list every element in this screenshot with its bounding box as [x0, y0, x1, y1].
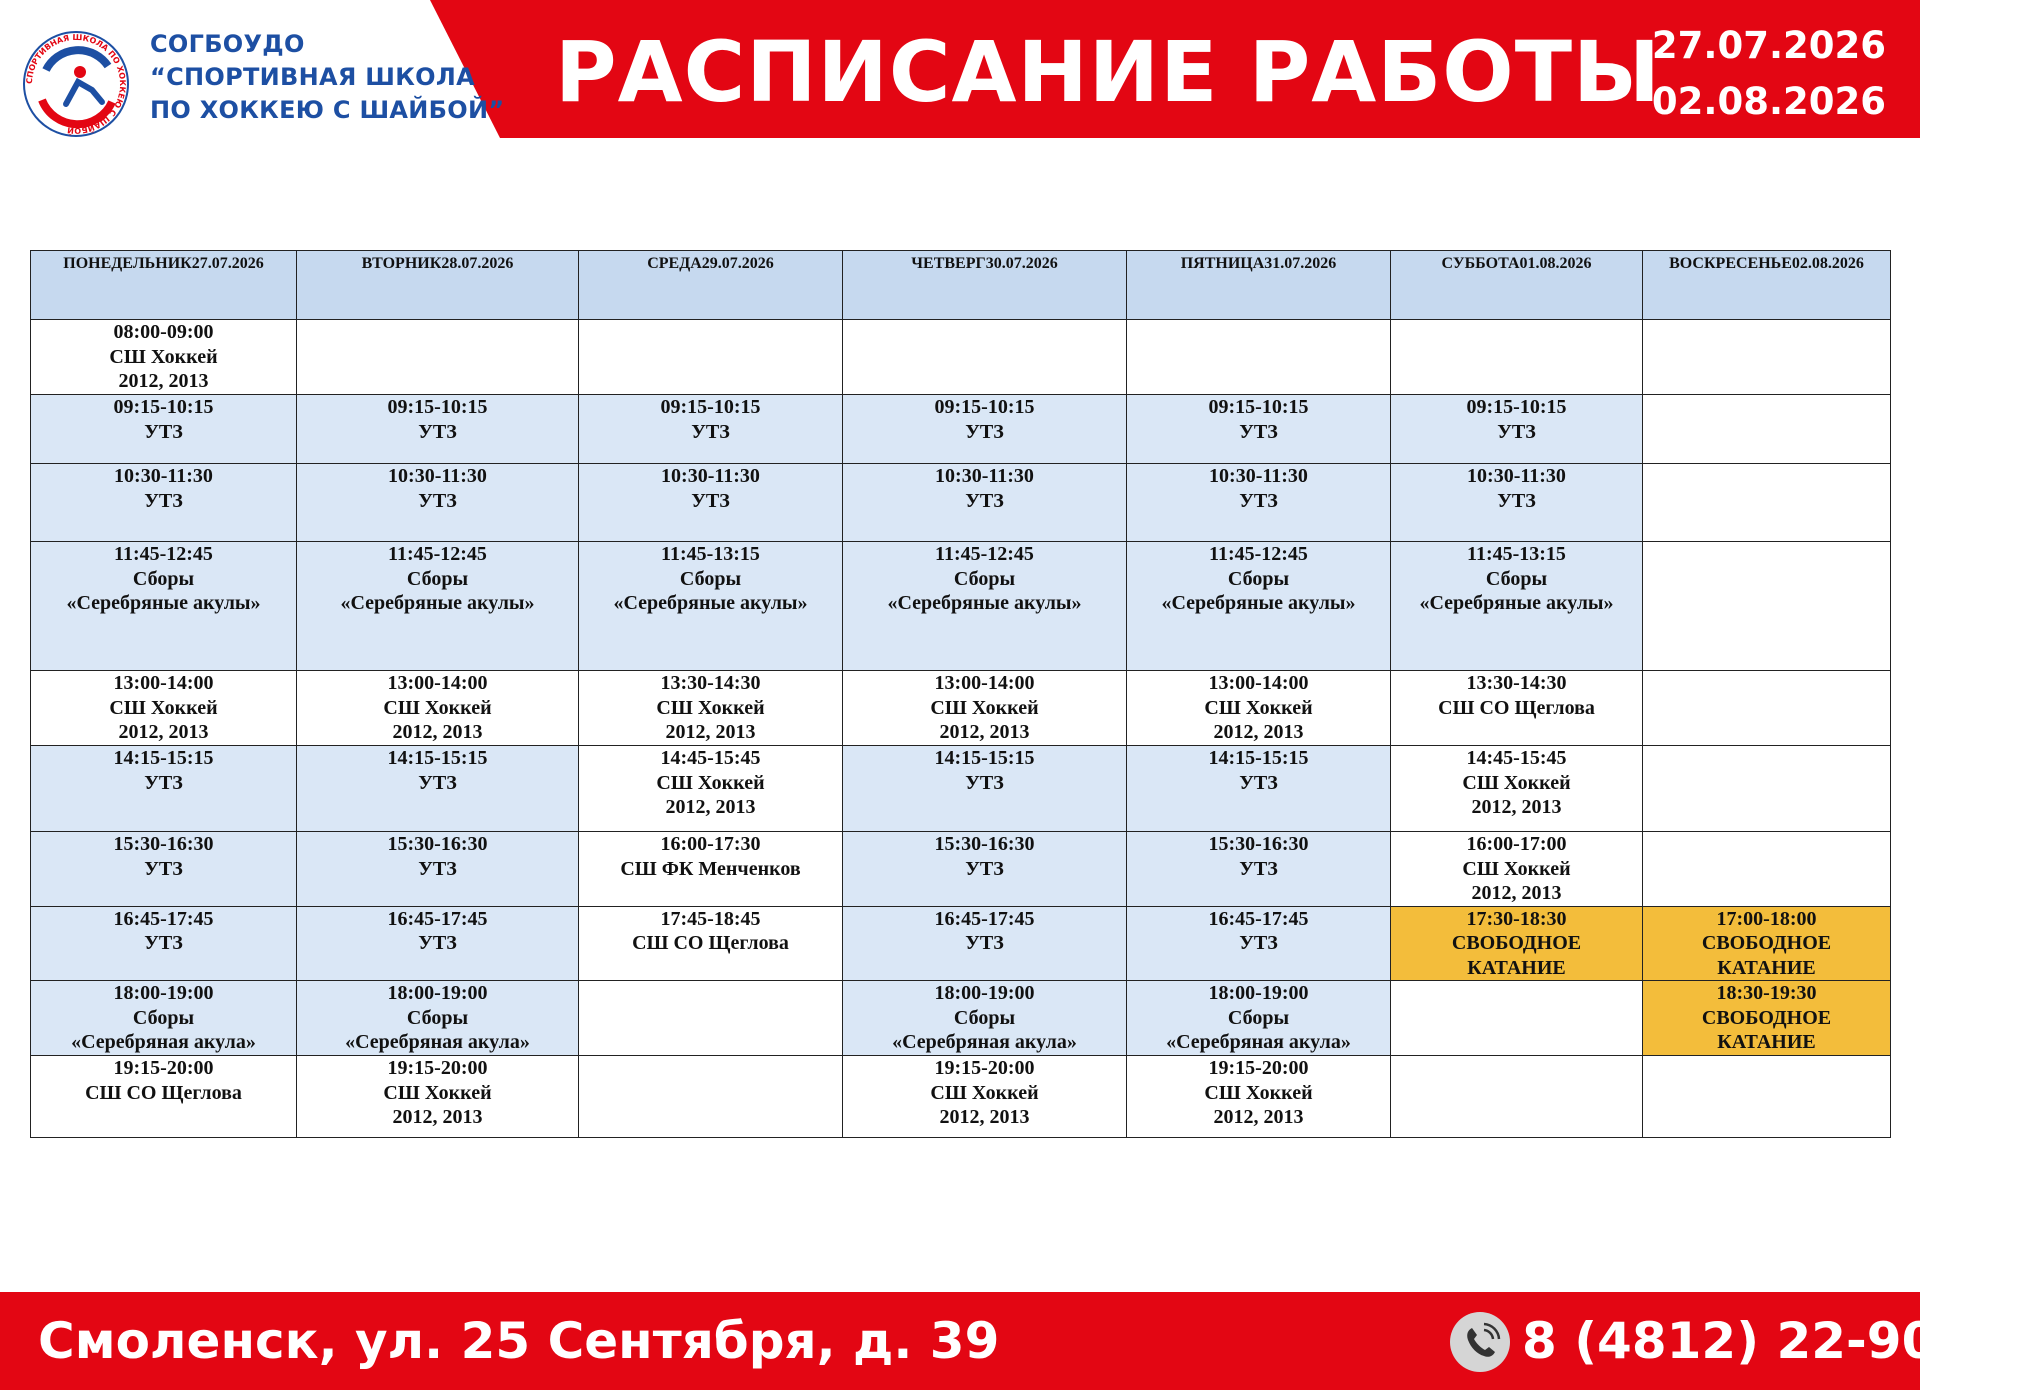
- schedule-cell: [1391, 395, 1643, 464]
- session-info: Сборы: [406, 567, 469, 590]
- schedule-cell: [843, 832, 1127, 907]
- session-info: УТЗ: [418, 932, 457, 954]
- session-time: 15:30-16:30: [387, 833, 488, 855]
- day-header: [579, 251, 843, 320]
- session-info: 2012, 2013: [665, 796, 756, 818]
- session-info: СШ Хоккей: [656, 771, 765, 794]
- day-date: 29.07.2026: [701, 255, 774, 272]
- session-time: 10:30-11:30: [388, 465, 487, 487]
- schedule-cell: [31, 1056, 297, 1138]
- session-time: 18:00-19:00: [387, 982, 488, 1004]
- schedule-cell: [579, 832, 843, 907]
- schedule-cell: [1127, 981, 1391, 1056]
- date-from: 27.07.2026: [1651, 24, 1886, 67]
- session-info: УТЗ: [418, 857, 457, 880]
- session-info: «Серебряная акула»: [71, 1031, 256, 1053]
- empty-cell: [579, 981, 843, 1056]
- schedule-cell: [1127, 671, 1391, 746]
- session-info: УТЗ: [144, 420, 183, 443]
- session-time: 15:30-16:30: [113, 833, 214, 855]
- session-time: 11:45-13:15: [1467, 543, 1566, 565]
- schedule-cell: [297, 395, 579, 464]
- session-info: СВОБОДНОЕ: [1701, 932, 1832, 954]
- session-time: 16:00-17:00: [1466, 833, 1567, 855]
- session-info: УТЗ: [1239, 857, 1278, 880]
- table-row: [31, 906, 1891, 981]
- schedule-cell: [31, 832, 297, 907]
- session-info: Сборы: [132, 1006, 195, 1029]
- date-to: 02.08.2026: [1651, 80, 1886, 123]
- empty-cell: [1127, 320, 1391, 395]
- session-info: 2012, 2013: [118, 721, 209, 743]
- schedule-cell: [1643, 981, 1891, 1056]
- table-row: [31, 1056, 1891, 1138]
- session-info: «Серебряная акула»: [1166, 1031, 1351, 1053]
- session-time: 18:30-19:30: [1716, 982, 1817, 1004]
- schedule-cell: [1391, 832, 1643, 907]
- day-name: ПОНЕДЕЛЬНИК: [63, 255, 192, 272]
- day-name: СРЕДА: [647, 255, 702, 272]
- session-info: 2012, 2013: [392, 721, 483, 743]
- empty-cell: [579, 1056, 843, 1138]
- schedule-cell: [31, 906, 297, 981]
- session-info: Сборы: [1227, 567, 1290, 590]
- session-info: «Серебряная акула»: [345, 1031, 530, 1053]
- session-time: 15:30-16:30: [934, 833, 1035, 855]
- phone-number[interactable]: 8 (4812) 22-90-83: [1522, 1312, 2027, 1370]
- session-info: СШ СО Щеглова: [85, 1081, 242, 1104]
- session-info: УТЗ: [1239, 932, 1278, 954]
- schedule-cell: [579, 464, 843, 542]
- session-info: СШ ФК Менченков: [620, 857, 801, 880]
- empty-cell: [579, 320, 843, 395]
- session-info: «Серебряные акулы»: [1161, 592, 1356, 614]
- session-info: СВОБОДНОЕ: [1701, 1006, 1832, 1029]
- schedule-cell: [1127, 746, 1391, 832]
- empty-cell: [1391, 1056, 1643, 1138]
- schedule-cell: [1127, 395, 1391, 464]
- session-info: УТЗ: [1497, 420, 1536, 443]
- schedule-cell: [31, 395, 297, 464]
- session-info: Сборы: [953, 1006, 1016, 1029]
- session-info: 2012, 2013: [1471, 796, 1562, 818]
- session-info: УТЗ: [965, 420, 1004, 443]
- empty-cell: [1391, 981, 1643, 1056]
- session-info: КАТАНИЕ: [1717, 1031, 1816, 1053]
- session-info: КАТАНИЕ: [1467, 956, 1566, 979]
- day-name: ПЯТНИЦА: [1180, 255, 1265, 272]
- schedule-cell: [1643, 906, 1891, 981]
- schedule-cell: [297, 906, 579, 981]
- session-info: УТЗ: [965, 857, 1004, 880]
- session-info: СВОБОДНОЕ: [1451, 932, 1582, 954]
- schedule-cell: [843, 395, 1127, 464]
- session-info: 2012, 2013: [665, 721, 756, 743]
- empty-cell: [1643, 1056, 1891, 1138]
- session-info: СШ Хоккей: [1204, 696, 1313, 719]
- empty-cell: [1643, 320, 1891, 395]
- session-info: СШ Хоккей: [109, 696, 218, 719]
- day-date: 27.07.2026: [191, 255, 264, 272]
- session-info: «Серебряные акулы»: [613, 592, 808, 614]
- organization-name: [150, 28, 504, 127]
- day-name: ВТОРНИК: [361, 255, 442, 272]
- session-info: УТЗ: [1239, 489, 1278, 512]
- table-row: [31, 320, 1891, 395]
- session-info: 2012, 2013: [118, 370, 209, 392]
- session-info: КАТАНИЕ: [1717, 956, 1816, 979]
- session-time: 17:00-18:00: [1716, 907, 1817, 930]
- schedule-cell: [31, 464, 297, 542]
- day-date: 02.08.2026: [1791, 255, 1864, 272]
- day-date: 31.07.2026: [1264, 255, 1337, 272]
- page-title: РАСПИСАНИЕ РАБОТЫ: [555, 23, 1662, 121]
- session-time: 19:15-20:00: [1208, 1057, 1309, 1079]
- session-time: 14:15-15:15: [113, 747, 214, 769]
- school-logo: [22, 30, 130, 138]
- schedule-cell: [297, 464, 579, 542]
- session-info: УТЗ: [965, 932, 1004, 954]
- session-info: УТЗ: [418, 420, 457, 443]
- session-info: Сборы: [132, 567, 195, 590]
- session-info: СШ Хоккей: [383, 1081, 492, 1104]
- session-info: 2012, 2013: [939, 1106, 1030, 1128]
- schedule-cell: [843, 906, 1127, 981]
- session-time: 09:15-10:15: [660, 396, 761, 418]
- day-name: ЧЕТВЕРГ: [911, 255, 986, 272]
- schedule-cell: [297, 1056, 579, 1138]
- schedule-cell: [579, 542, 843, 671]
- session-info: УТЗ: [418, 489, 457, 512]
- schedule-table: [30, 250, 1891, 1138]
- session-time: 10:30-11:30: [935, 465, 1034, 487]
- table-row: [31, 395, 1891, 464]
- session-info: СШ Хоккей: [930, 696, 1039, 719]
- schedule-cell: [297, 832, 579, 907]
- schedule-cell: [1127, 1056, 1391, 1138]
- empty-cell: [1643, 832, 1891, 907]
- session-time: 14:15-15:15: [1208, 747, 1309, 769]
- session-info: УТЗ: [1239, 420, 1278, 443]
- session-time: 19:15-20:00: [934, 1057, 1035, 1079]
- header-row: [31, 251, 1891, 320]
- session-time: 16:45-17:45: [113, 907, 214, 930]
- session-info: Сборы: [679, 567, 742, 590]
- day-header: [297, 251, 579, 320]
- schedule-cell: [579, 671, 843, 746]
- schedule-cell: [843, 746, 1127, 832]
- session-time: 14:45-15:45: [1466, 747, 1567, 769]
- session-time: 13:00-14:00: [1208, 672, 1309, 694]
- empty-cell: [1643, 395, 1891, 464]
- schedule-cell: [297, 542, 579, 671]
- session-time: 10:30-11:30: [114, 465, 213, 487]
- day-header: [31, 251, 297, 320]
- session-info: УТЗ: [144, 932, 183, 954]
- session-time: 08:00-09:00: [113, 321, 214, 343]
- schedule-cell: [31, 542, 297, 671]
- table-row: [31, 832, 1891, 907]
- session-info: Сборы: [406, 1006, 469, 1029]
- schedule-cell: [1391, 671, 1643, 746]
- session-time: 16:45-17:45: [1208, 907, 1309, 930]
- empty-cell: [843, 320, 1127, 395]
- table-row: [31, 981, 1891, 1056]
- schedule-cell: [31, 320, 297, 395]
- session-time: 14:15-15:15: [934, 747, 1035, 769]
- empty-cell: [1643, 671, 1891, 746]
- schedule-cell: [1391, 542, 1643, 671]
- session-time: 17:45-18:45: [660, 907, 761, 930]
- session-time: 14:15-15:15: [387, 747, 488, 769]
- period-dates: [1652, 18, 1886, 130]
- day-name: СУББОТА: [1441, 255, 1520, 272]
- session-info: УТЗ: [965, 489, 1004, 512]
- session-time: 15:30-16:30: [1208, 833, 1309, 855]
- schedule-cell: [579, 906, 843, 981]
- session-time: 11:45-12:45: [1209, 543, 1308, 565]
- session-time: 16:00-17:30: [660, 833, 761, 855]
- session-time: 09:15-10:15: [1208, 396, 1309, 418]
- session-info: 2012, 2013: [1213, 721, 1304, 743]
- schedule-cell: [31, 746, 297, 832]
- day-date: 28.07.2026: [441, 255, 514, 272]
- table-row: [31, 746, 1891, 832]
- session-info: СШ Хоккей: [1204, 1081, 1313, 1104]
- session-time: 14:45-15:45: [660, 747, 761, 769]
- session-info: СШ Хоккей: [930, 1081, 1039, 1104]
- session-time: 13:30-14:30: [660, 672, 761, 694]
- session-time: 09:15-10:15: [934, 396, 1035, 418]
- org-line: ПО ХОККЕЮ С ШАЙБОЙ”: [150, 96, 505, 124]
- session-time: 13:00-14:00: [934, 672, 1035, 694]
- empty-cell: [1643, 542, 1891, 671]
- header: [0, 0, 1920, 140]
- session-time: 18:00-19:00: [934, 982, 1035, 1004]
- session-info: 2012, 2013: [1471, 882, 1562, 904]
- empty-cell: [1643, 746, 1891, 832]
- session-info: УТЗ: [691, 489, 730, 512]
- session-time: 19:15-20:00: [113, 1057, 214, 1079]
- session-time: 10:30-11:30: [1467, 465, 1566, 487]
- phone-icon[interactable]: [1450, 1312, 1510, 1372]
- session-time: 18:00-19:00: [1208, 982, 1309, 1004]
- session-info: «Серебряные акулы»: [66, 592, 261, 614]
- session-time: 13:00-14:00: [387, 672, 488, 694]
- session-info: СШ Хоккей: [1462, 771, 1571, 794]
- day-header: [1391, 251, 1643, 320]
- session-time: 13:00-14:00: [113, 672, 214, 694]
- session-info: Сборы: [1485, 567, 1548, 590]
- schedule-cell: [843, 464, 1127, 542]
- session-time: 19:15-20:00: [387, 1057, 488, 1079]
- schedule-cell: [843, 542, 1127, 671]
- day-date: 01.08.2026: [1519, 255, 1592, 272]
- table-row: [31, 671, 1891, 746]
- schedule-cell: [843, 1056, 1127, 1138]
- session-info: 2012, 2013: [392, 1106, 483, 1128]
- session-info: Сборы: [1227, 1006, 1290, 1029]
- session-time: 11:45-12:45: [388, 543, 487, 565]
- session-time: 18:00-19:00: [113, 982, 214, 1004]
- day-name: ВОСКРЕСЕНЬЕ: [1669, 255, 1792, 272]
- session-info: «Серебряные акулы»: [887, 592, 1082, 614]
- empty-cell: [297, 320, 579, 395]
- session-info: «Серебряные акулы»: [340, 592, 535, 614]
- session-info: УТЗ: [144, 771, 183, 794]
- session-info: 2012, 2013: [1213, 1106, 1304, 1128]
- logo-ring-text: СПОРТИВНАЯ ШКОЛА ПО ХОККЕЮ С ШАЙБОЙ: [24, 32, 128, 136]
- schedule-cell: [1127, 906, 1391, 981]
- session-time: 10:30-11:30: [1209, 465, 1308, 487]
- session-info: «Серебряная акула»: [892, 1031, 1077, 1053]
- schedule-cell: [1127, 464, 1391, 542]
- schedule-cell: [1127, 832, 1391, 907]
- schedule-cell: [297, 671, 579, 746]
- session-time: 11:45-13:15: [661, 543, 760, 565]
- session-time: 16:45-17:45: [387, 907, 488, 930]
- session-info: УТЗ: [691, 420, 730, 443]
- schedule-cell: [1391, 906, 1643, 981]
- schedule-cell: [297, 981, 579, 1056]
- session-info: УТЗ: [1497, 489, 1536, 512]
- session-info: «Серебряные акулы»: [1419, 592, 1614, 614]
- session-time: 17:30-18:30: [1466, 907, 1567, 930]
- schedule-cell: [31, 981, 297, 1056]
- schedule-cell: [1391, 746, 1643, 832]
- session-time: 11:45-12:45: [935, 543, 1034, 565]
- table-row: [31, 542, 1891, 671]
- session-info: 2012, 2013: [939, 721, 1030, 743]
- footer: [0, 1292, 2027, 1390]
- session-time: 16:45-17:45: [934, 907, 1035, 930]
- session-time: 11:45-12:45: [114, 543, 213, 565]
- session-info: УТЗ: [965, 771, 1004, 794]
- session-info: СШ Хоккей: [656, 696, 765, 719]
- schedule-cell: [843, 671, 1127, 746]
- session-time: 13:30-14:30: [1466, 672, 1567, 694]
- session-info: Сборы: [953, 567, 1016, 590]
- session-info: СШ Хоккей: [1462, 857, 1571, 880]
- session-info: СШ СО Щеглова: [1438, 696, 1595, 719]
- empty-cell: [1643, 464, 1891, 542]
- schedule-cell: [31, 671, 297, 746]
- session-info: УТЗ: [1239, 771, 1278, 794]
- session-info: СШ Хоккей: [383, 696, 492, 719]
- table-row: [31, 464, 1891, 542]
- org-line: СОГБОУДО: [150, 30, 305, 58]
- session-info: УТЗ: [144, 489, 183, 512]
- day-date: 30.07.2026: [985, 255, 1058, 272]
- session-time: 10:30-11:30: [661, 465, 760, 487]
- session-info: СШ СО Щеглова: [632, 932, 789, 954]
- schedule-cell: [297, 746, 579, 832]
- day-header: [1643, 251, 1891, 320]
- session-info: УТЗ: [418, 771, 457, 794]
- day-header: [1127, 251, 1391, 320]
- address: Смоленск, ул. 25 Сентября, д. 39: [38, 1312, 1000, 1370]
- session-time: 09:15-10:15: [1466, 396, 1567, 418]
- session-info: СШ Хоккей: [109, 345, 218, 368]
- session-time: 09:15-10:15: [113, 396, 214, 418]
- empty-cell: [1391, 320, 1643, 395]
- schedule-cell: [579, 746, 843, 832]
- schedule-cell: [579, 395, 843, 464]
- session-info: УТЗ: [144, 857, 183, 880]
- schedule-cell: [1391, 464, 1643, 542]
- org-line: “СПОРТИВНАЯ ШКОЛА: [150, 63, 475, 91]
- day-header: [843, 251, 1127, 320]
- schedule-cell: [1127, 542, 1391, 671]
- session-time: 09:15-10:15: [387, 396, 488, 418]
- schedule-cell: [843, 981, 1127, 1056]
